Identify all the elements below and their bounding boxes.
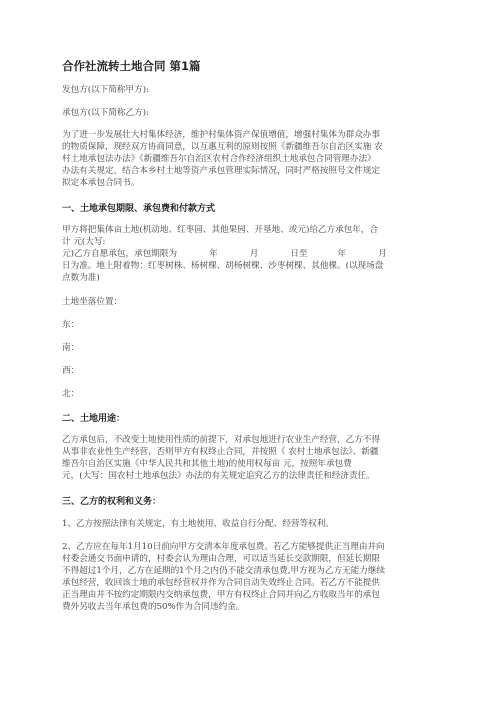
section-1-line: 甲方将把集体亩土地(机动地、红枣园、其他果园、开垦地、或元)给乙方承包年，合 bbox=[62, 225, 379, 235]
section-1-line-text: 元)乙方自愿承包，承包期限为 bbox=[62, 249, 178, 259]
intro-line: 村土地承包法办法》《新疆维吾尔自治区农村合作经济组织土地承包合同管理办法》 bbox=[62, 154, 376, 164]
document-title: 合作社流转土地合同 第1篇 bbox=[62, 59, 201, 73]
direction-south: 南： bbox=[62, 343, 80, 353]
direction-west: 西： bbox=[62, 366, 80, 376]
intro-line: 拟定本承包合同书。 bbox=[62, 178, 140, 188]
section-3-item-2-line: 村委会通交书面申请的，村委会认为理由合理，可以适当延长交款期限，但延长期限 bbox=[62, 554, 380, 564]
section-3-item-2-line: 承包经营，收回该土地的承包经营权并作为合同自动失效终止合同。若乙方不能提供 bbox=[62, 578, 380, 588]
section-2-line: 从事非农业性生产经营，否则甲方有权终止合同，并按照《 农村土地承包法》、新疆 bbox=[62, 447, 379, 457]
section-2-heading: 二、土地用途： bbox=[62, 414, 126, 424]
section-3-item-2-line: 2、乙方应在每年1月10日前向甲方交清本年度承包费。若乙方能够提供正当理由并向 bbox=[62, 542, 385, 552]
section-3-heading: 三、乙方的权利和义务： bbox=[62, 497, 162, 507]
section-1-date-line bbox=[62, 248, 387, 260]
direction-north: 北： bbox=[62, 389, 80, 399]
intro-line: 为了进一步发展壮大村集体经济，维护村集体资产保值增值，增强村集体为群众办事 bbox=[62, 130, 380, 140]
intro-line: 的物质保障，现经双方协商同意，以互惠互利的原则按照《新疆维吾尔自治区实施 农 bbox=[62, 142, 383, 152]
section-3-item-2-line: 不得超过1个月，乙方在延期的1个月之内仍不能交清承包费,甲方视为乙方无能力继续 bbox=[62, 566, 386, 576]
section-2-line: 维吾尔自治区实施《中华人民共和其他土地)的使用权每亩 元，按照年承包费 bbox=[62, 459, 352, 469]
section-1-heading: 一、土地承包期限、承包费和付款方式 bbox=[62, 204, 216, 214]
date-label-year: 年 bbox=[209, 249, 218, 259]
section-1-line: 日为准。地上附着物：红枣树株、杨树棵、胡杨树棵、沙枣树棵、其他棵。(以现场盘 bbox=[62, 261, 384, 271]
intro-line: 办法有关规定，结合本乡村土地等资产承包管理实际情况，同时严格按照号文件规定 bbox=[62, 166, 380, 176]
section-1-line: 点数为准) bbox=[62, 273, 100, 283]
party-b-line: 承包方(以下简称乙方): bbox=[62, 108, 149, 118]
date-label-year-end: 年 bbox=[337, 249, 347, 259]
section-3-item-2-line: 费外另收去当年承包费的50%作为合同违约金。 bbox=[62, 602, 245, 612]
location-label: 土地坐落位置： bbox=[62, 297, 123, 307]
section-3-item-2-line: 正当理由并不按约定期限内交纳承包费，甲方有权终止合同并向乙方收取当年的承包 bbox=[62, 590, 380, 600]
party-a-line: 发包方(以下简称甲方): bbox=[62, 85, 149, 95]
section-2-line: 元，(大写：国农村土地承包法》办法的有关规定追究乙方的法律责任和经济责任。 bbox=[62, 471, 375, 481]
section-1-line: 计 元(大写: bbox=[62, 237, 106, 247]
section-2-line: 乙方承包后，不改变土地使用性质的前提下，对承包地进行农业生产经营，乙方不得 bbox=[62, 435, 380, 445]
date-label-month: 月 bbox=[249, 249, 259, 259]
direction-east: 东： bbox=[62, 320, 80, 330]
date-label-day-to: 日至 bbox=[290, 249, 308, 259]
section-3-item-1: 1、乙方按照法律有关规定，有土地使用、收益自行分配、经营等权利。 bbox=[62, 519, 334, 529]
date-label-month-end: 月 bbox=[378, 249, 387, 259]
